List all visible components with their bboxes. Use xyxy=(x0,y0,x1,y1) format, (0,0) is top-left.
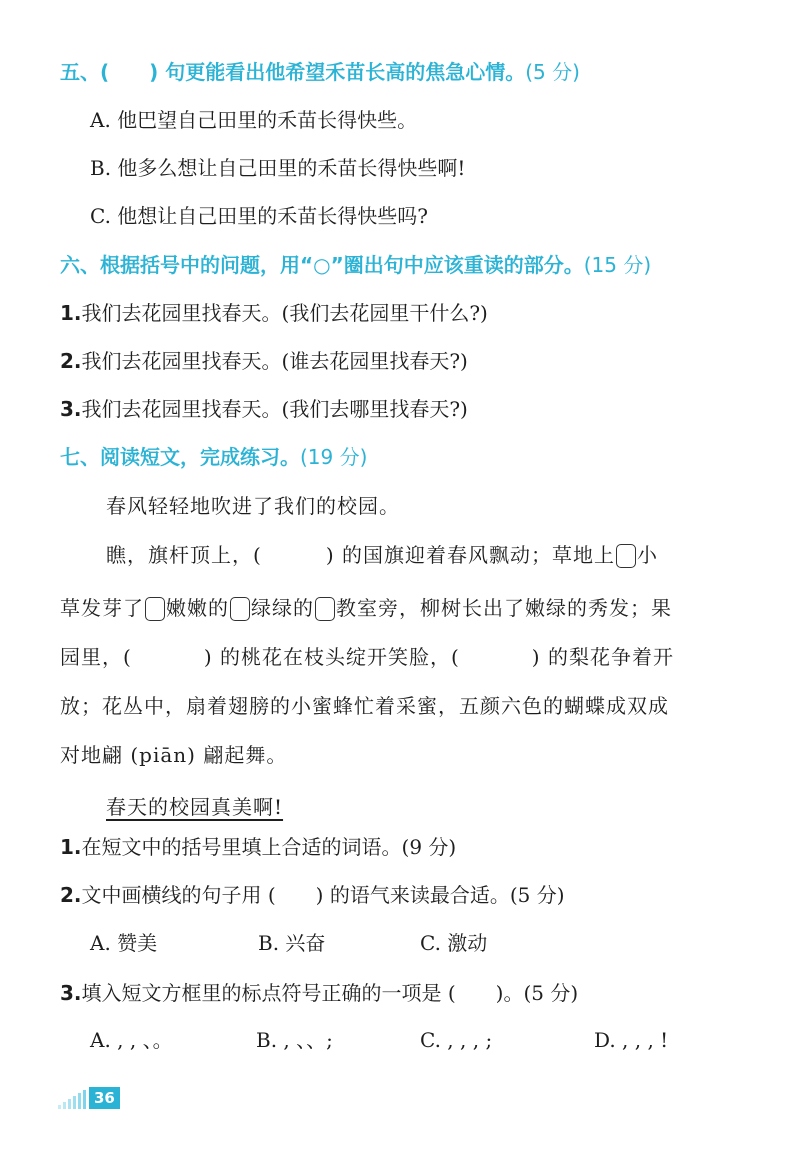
question-3 xyxy=(60,979,578,1007)
item-text: 我们去花园里找春天。(我们去花园里干什么?) xyxy=(81,301,488,325)
page-number: 36 xyxy=(89,1087,120,1109)
passage-text: 瞧，旗杆顶上，( xyxy=(106,543,262,567)
passage-line-2 xyxy=(106,541,658,569)
q2-option-b: B. 兴奋 xyxy=(258,931,326,955)
passage-text: 草发芽了 xyxy=(60,596,144,620)
passage-line-1: 春风轻轻地吹进了我们的校园。 xyxy=(106,494,400,518)
passage-text: ) 的桃花在枝头绽开笑脸，( xyxy=(203,645,460,669)
question-number: 3. xyxy=(60,981,82,1005)
section-6-title: 六、根据括号中的问题，用“○”圈出句中应该重读的部分。 xyxy=(60,253,584,277)
q3-option-c: C. , , , ; xyxy=(420,1028,493,1052)
question-number: 1. xyxy=(60,835,82,859)
item-number: 1. xyxy=(60,301,82,325)
question-text: 在短文中的括号里填上合适的词语。(9 分) xyxy=(81,835,457,859)
q2-option-a: A. 赞美 xyxy=(90,931,158,955)
passage-text: ) 的国旗迎着春风飘动；草地上 xyxy=(325,543,615,567)
section-5-heading xyxy=(60,58,580,86)
punctuation-box[interactable] xyxy=(145,597,165,621)
section-6-item-1 xyxy=(60,299,488,327)
passage-line-3 xyxy=(60,594,672,622)
question-2 xyxy=(60,881,565,909)
section-6-heading xyxy=(60,251,651,279)
section-7-score: (19 分) xyxy=(300,445,368,469)
signal-bars-icon xyxy=(58,1087,86,1109)
question-1 xyxy=(60,833,456,861)
passage-text: 园里，( xyxy=(60,645,132,669)
question-text: 填入短文方框里的标点符号正确的一项是 ( )。(5 分) xyxy=(81,981,579,1005)
question-number: 2. xyxy=(60,883,82,907)
item-number: 3. xyxy=(60,397,82,421)
q3-option-a: A. , , 、。 xyxy=(90,1028,173,1052)
question-text: 文中画横线的句子用 ( ) 的语气来读最合适。(5 分) xyxy=(81,883,565,907)
passage-text: 小 xyxy=(636,543,658,567)
item-number: 2. xyxy=(60,349,82,373)
section-5-option-c: C. 他想让自己田里的禾苗长得快些吗? xyxy=(90,204,429,228)
passage-text: 教室旁，柳树长出了嫩绿的秀发；果 xyxy=(336,596,672,620)
passage-underlined-sentence: 春天的校园真美啊! xyxy=(106,795,284,819)
punctuation-box[interactable] xyxy=(315,597,335,621)
passage-line-5: 放；花丛中，扇着翅膀的小蜜蜂忙着采蜜，五颜六色的蝴蝶成双成 xyxy=(60,694,669,718)
section-6-item-2 xyxy=(60,347,468,375)
punctuation-box[interactable] xyxy=(616,544,636,568)
q3-option-d: D. , , , ! xyxy=(594,1028,669,1052)
section-6-item-3 xyxy=(60,395,468,423)
section-5-option-b: B. 他多么想让自己田里的禾苗长得快些啊! xyxy=(90,156,466,180)
item-text: 我们去花园里找春天。(我们去哪里找春天?) xyxy=(81,397,468,421)
section-5-option-a: A. 他巴望自己田里的禾苗长得快些。 xyxy=(90,108,418,132)
page-footer xyxy=(58,1085,120,1109)
q2-option-c: C. 激动 xyxy=(420,931,488,955)
passage-line-4 xyxy=(60,643,674,671)
q3-option-b: B. , 、、; xyxy=(256,1028,333,1052)
item-text: 我们去花园里找春天。(谁去花园里找春天?) xyxy=(81,349,468,373)
punctuation-box[interactable] xyxy=(230,597,250,621)
section-7-title: 七、阅读短文，完成练习。 xyxy=(60,445,300,469)
passage-line-6: 对地翩 (piān) 翩起舞。 xyxy=(60,743,288,767)
section-5-score: (5 分) xyxy=(525,60,580,84)
section-7-heading xyxy=(60,443,367,471)
passage-text: ) 的梨花争着开 xyxy=(531,645,674,669)
passage-text: 绿绿的 xyxy=(251,596,314,620)
passage-text: 嫩嫩的 xyxy=(166,596,229,620)
section-6-score: (15 分) xyxy=(583,253,652,277)
section-5-title: 五、( ) 句更能看出他希望禾苗长高的焦急心情。 xyxy=(60,60,526,84)
